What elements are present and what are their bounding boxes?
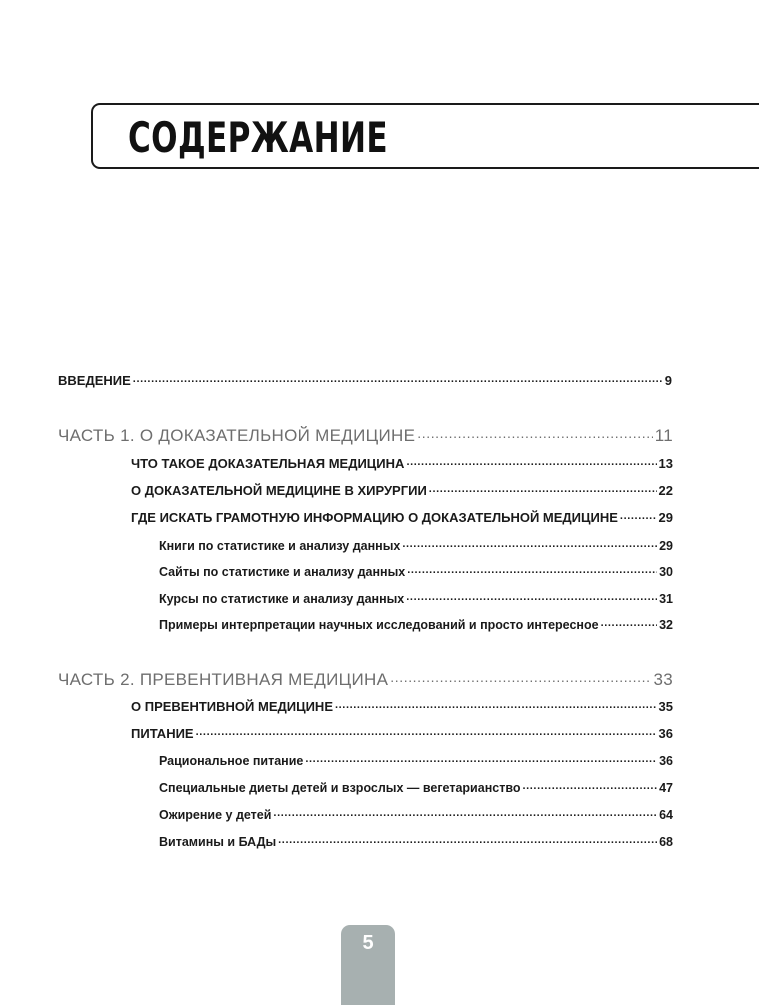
dot-leader bbox=[273, 806, 657, 819]
dot-leader bbox=[196, 725, 657, 738]
toc-subsection-page: 30 bbox=[659, 564, 673, 579]
dot-leader bbox=[335, 698, 657, 711]
toc-section[interactable] bbox=[131, 698, 673, 714]
toc-subsection-label: Витамины и БАДы bbox=[159, 834, 277, 849]
toc-subsection-label: Сайты по статистике и анализу данных bbox=[159, 564, 406, 579]
toc-subsection[interactable] bbox=[159, 806, 673, 822]
dot-leader bbox=[390, 668, 651, 685]
toc-subsection[interactable] bbox=[159, 833, 673, 849]
toc-subsection-page: 31 bbox=[659, 591, 673, 606]
toc-section-label: ЧТО ТАКОЕ ДОКАЗАТЕЛЬНАЯ МЕДИЦИНА bbox=[131, 456, 405, 471]
toc-section-page: 29 bbox=[658, 510, 673, 525]
toc-section-label: ПИТАНИЕ bbox=[131, 726, 194, 741]
toc-subsection-label: Курсы по статистике и анализу данных bbox=[159, 591, 405, 606]
page-number: 5 bbox=[362, 932, 374, 954]
toc-section-label: О ДОКАЗАТЕЛЬНОЙ МЕДИЦИНЕ В ХИРУРГИИ bbox=[131, 483, 427, 498]
toc-subsection-page: 47 bbox=[659, 780, 673, 795]
toc-subsection-label: Книги по статистике и анализу данных bbox=[159, 538, 401, 553]
dot-leader bbox=[406, 455, 656, 468]
dot-leader bbox=[278, 833, 657, 846]
toc-subsection[interactable] bbox=[159, 563, 673, 579]
dot-leader bbox=[429, 482, 657, 495]
toc-section-page: 22 bbox=[658, 483, 673, 498]
toc-section[interactable] bbox=[131, 455, 673, 471]
toc-part-label: ЧАСТЬ 1. О ДОКАЗАТЕЛЬНОЙ МЕДИЦИНЕ bbox=[58, 426, 416, 445]
toc-section[interactable] bbox=[131, 509, 673, 525]
toc-section[interactable] bbox=[131, 725, 673, 741]
toc-subsection-page: 32 bbox=[659, 617, 673, 632]
toc-section-page: 13 bbox=[658, 456, 673, 471]
toc-part-page: 33 bbox=[653, 670, 673, 689]
dot-leader bbox=[417, 424, 653, 441]
dot-leader bbox=[402, 537, 657, 550]
toc-part-1[interactable] bbox=[58, 424, 673, 446]
dot-leader bbox=[407, 563, 657, 576]
toc-part-page: 11 bbox=[654, 426, 673, 445]
toc-section-page: 35 bbox=[658, 699, 673, 714]
toc-subsection-page: 64 bbox=[659, 807, 673, 822]
toc-entry-intro[interactable] bbox=[58, 372, 672, 388]
toc-part-2[interactable] bbox=[58, 668, 673, 690]
toc-subsection[interactable] bbox=[159, 779, 673, 795]
toc-section-label: О ПРЕВЕНТИВНОЙ МЕДИЦИНЕ bbox=[131, 699, 333, 714]
dot-leader bbox=[601, 616, 658, 629]
page-title: СОДЕРЖАНИЕ bbox=[128, 113, 388, 162]
toc-subsection-label: Специальные диеты детей и взрослых — вегетарианство bbox=[159, 780, 521, 795]
toc-section[interactable] bbox=[131, 482, 673, 498]
dot-leader bbox=[305, 752, 657, 765]
toc-entry-label: ВВЕДЕНИЕ bbox=[58, 373, 131, 388]
toc-entry-page: 9 bbox=[664, 373, 672, 388]
dot-leader bbox=[406, 590, 657, 603]
toc-subsection[interactable] bbox=[159, 752, 673, 768]
dot-leader bbox=[133, 372, 663, 385]
dot-leader bbox=[522, 779, 657, 792]
toc-part-label: ЧАСТЬ 2. ПРЕВЕНТИВНАЯ МЕДИЦИНА bbox=[58, 670, 389, 689]
toc-subsection-label: Примеры интерпретации научных исследований и просто интересное bbox=[159, 617, 599, 632]
toc-subsection[interactable] bbox=[159, 590, 673, 606]
toc-section-page: 36 bbox=[658, 726, 673, 741]
toc-subsection-page: 29 bbox=[659, 538, 673, 553]
toc-section-label: ГДЕ ИСКАТЬ ГРАМОТНУЮ ИНФОРМАЦИЮ О ДОКАЗАТЕЛЬНОЙ МЕДИЦИНЕ bbox=[131, 510, 618, 525]
dot-leader bbox=[620, 509, 657, 522]
toc-subsection-label: Ожирение у детей bbox=[159, 807, 272, 822]
toc-subsection-label: Рациональное питание bbox=[159, 753, 304, 768]
toc-subsection-page: 68 bbox=[659, 834, 673, 849]
toc-subsection[interactable] bbox=[159, 616, 673, 632]
toc-subsection[interactable] bbox=[159, 537, 673, 553]
toc-subsection-page: 36 bbox=[659, 753, 673, 768]
